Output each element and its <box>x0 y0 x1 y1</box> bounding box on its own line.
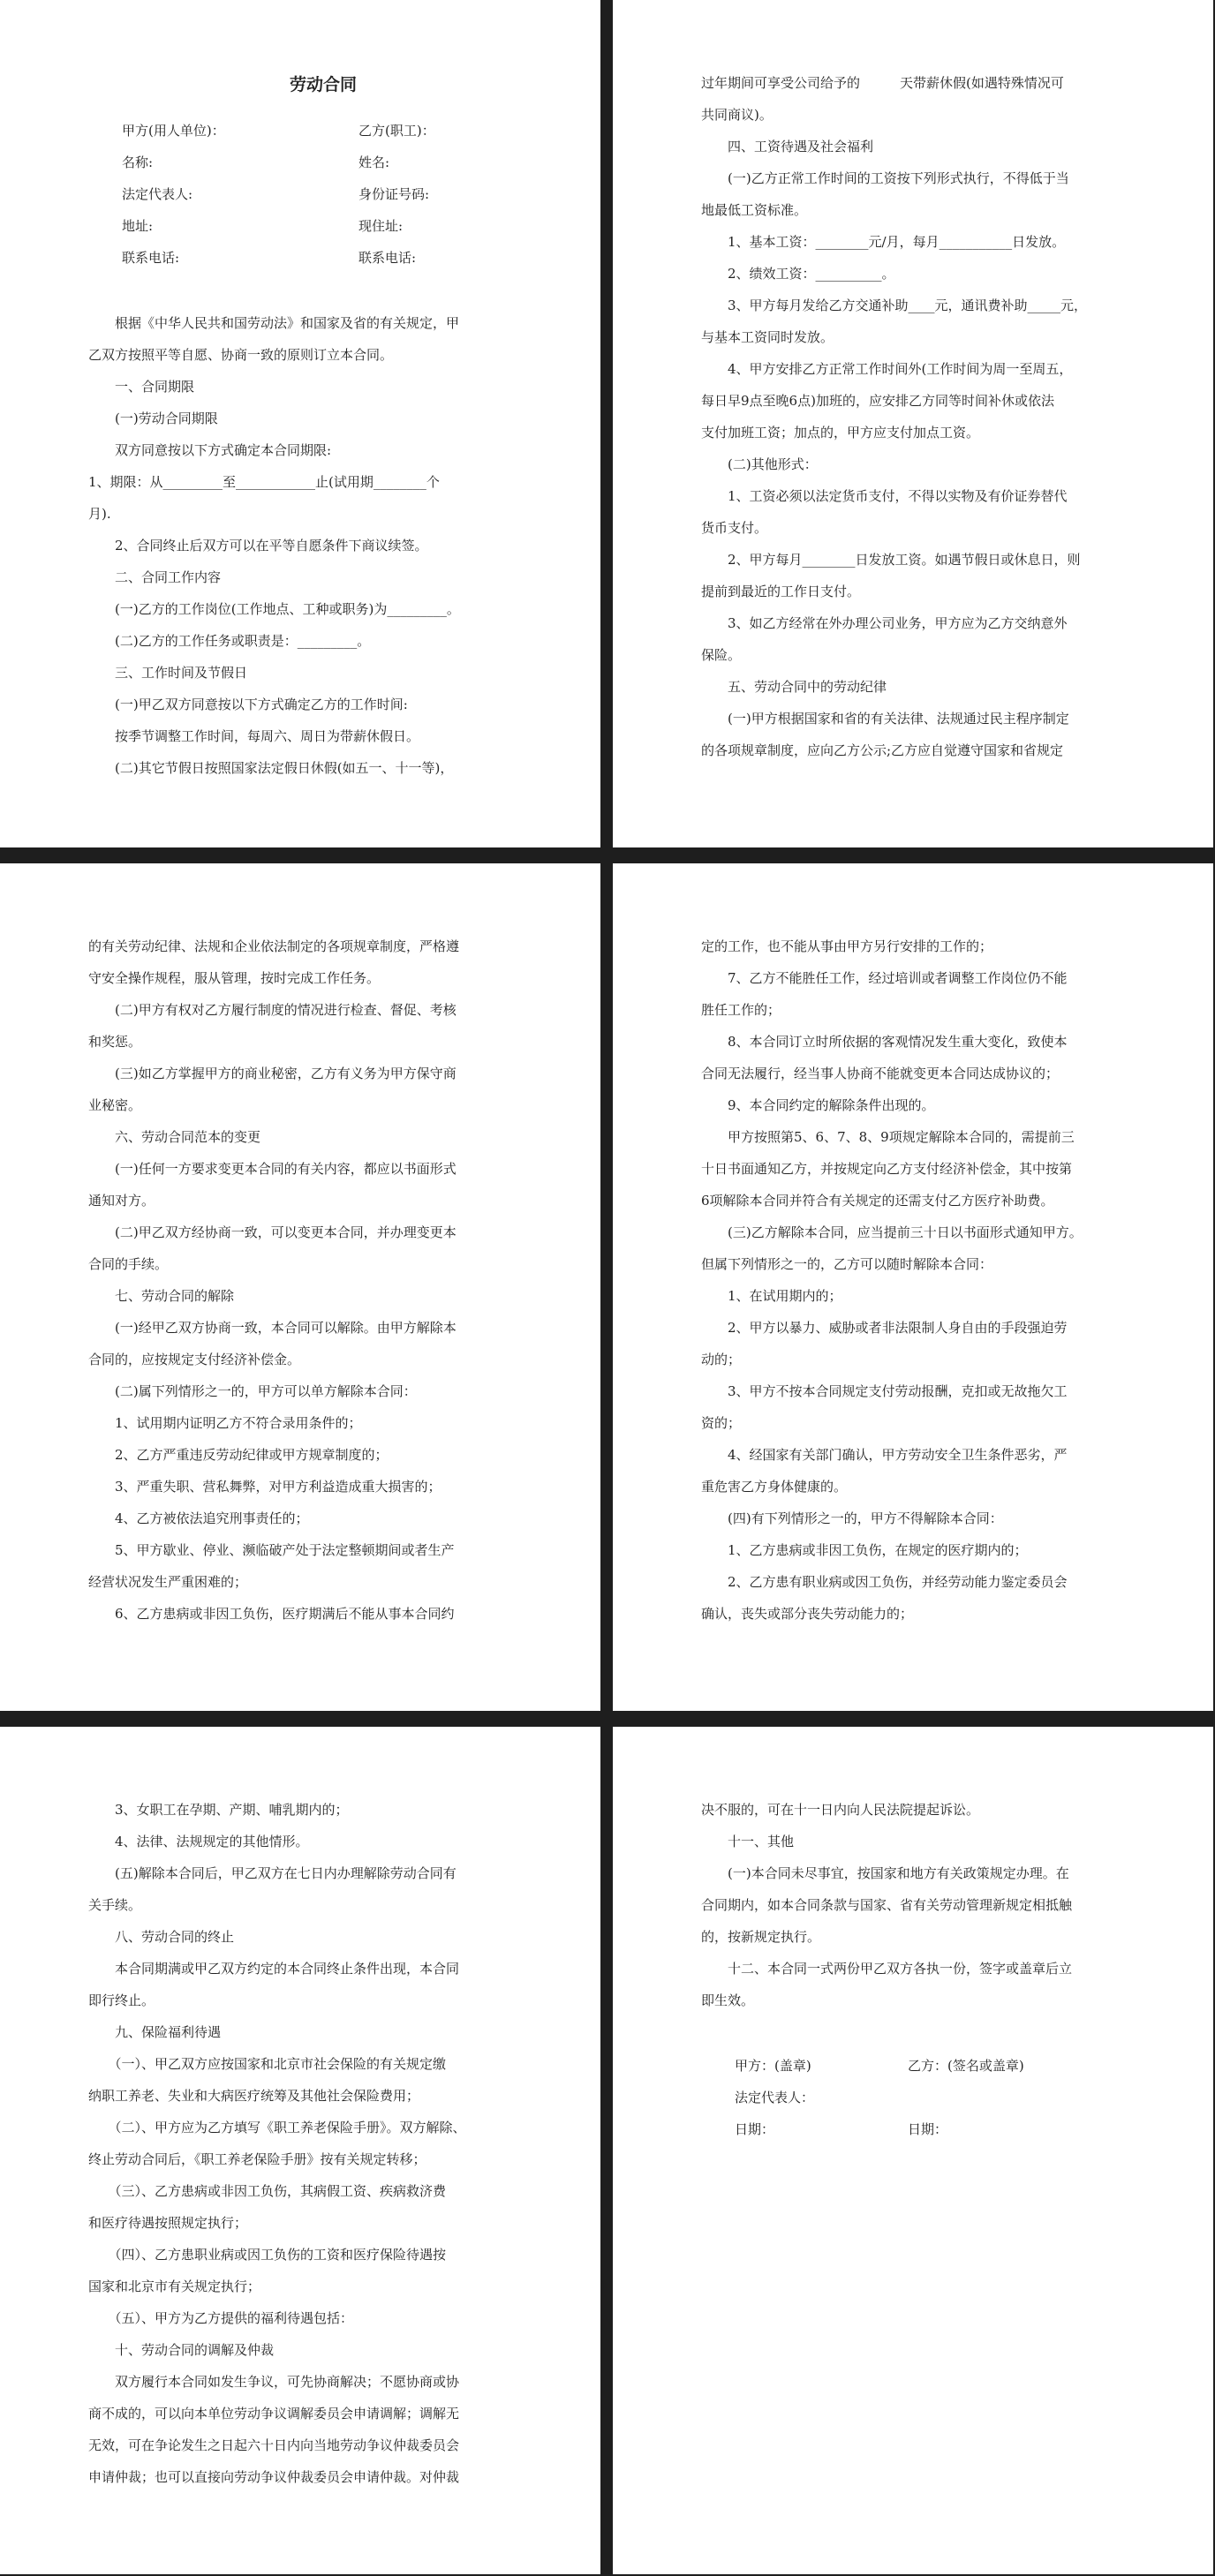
text-line: (三)如乙方掌握甲方的商业秘密，乙方有义务为甲方保守商 <box>88 1066 457 1081</box>
text-line: (一)乙方正常工作时间的工资按下列形式执行，不得低于当 <box>701 170 1069 186</box>
text-line: (一)劳动合同期限 <box>88 411 218 426</box>
party-b-address: 现住址: <box>358 218 404 234</box>
text-line: 支付加班工资；加点的，甲方应支付加点工资。 <box>701 425 980 441</box>
text-line: 即行终止。 <box>88 1992 155 2008</box>
page-5 <box>0 1727 600 2574</box>
party-b-date: 日期： <box>908 2121 948 2137</box>
text-line: 1、工资必须以法定货币支付，不得以实物及有价证券替代 <box>701 488 1068 504</box>
text-line: 5、甲方歇业、停业、濒临破产处于法定整顿期间或者生产 <box>88 1542 455 1558</box>
page-6 <box>613 1727 1213 2574</box>
party-a-date: 日期： <box>735 2121 775 2137</box>
text-line: 重危害乙方身体健康的。 <box>701 1479 848 1495</box>
text-line: (一)甲方根据国家和省的有关法律、法规通过民主程序制定 <box>701 711 1069 727</box>
section-heading: 六、劳动合同范本的变更 <box>88 1129 261 1145</box>
text-line: 乙双方按照平等自愿、协商一致的原则订立本合同。 <box>88 347 394 363</box>
text-line: 根据《中华人民共和国劳动法》和国家及省的有关规定，甲 <box>88 315 460 331</box>
text-line: 本合同期满或甲乙双方约定的本合同终止条件出现，本合同 <box>88 1961 460 1977</box>
text-line: 即生效。 <box>701 1992 755 2008</box>
text-line: 9、本合同约定的解除条件出现的。 <box>701 1097 935 1113</box>
text-line: 1、期限：从_________至____________止(试用期________个 <box>88 474 440 490</box>
text-line: (四)有下列情形之一的，甲方不得解除本合同： <box>701 1510 1003 1526</box>
signature-block <box>735 2050 1171 2145</box>
party-b-seal: 乙方：(签名或盖章) <box>908 2058 1024 2074</box>
text-line: 甲方按照第5、6、7、8、9项规定解除本合同的，需提前三 <box>701 1129 1075 1145</box>
text-line: 过年期间可享受公司给予的 天带薪休假(如遇特殊情况可 <box>701 75 1064 91</box>
text-line: (一)任何一方要求变更本合同的有关内容，都应以书面形式 <box>88 1161 457 1177</box>
text-line: (二)乙方的工作任务或职责是：_________。 <box>88 633 371 649</box>
text-line: 1、基本工资：________元/月，每月___________日发放。 <box>701 234 1066 250</box>
text-line: 与基本工资同时发放。 <box>701 329 834 345</box>
text-line: 3、甲方不按本合同规定支付劳动报酬，克扣或无故拖欠工 <box>701 1383 1068 1399</box>
text-line: 国家和北京市有关规定执行； <box>88 2278 261 2294</box>
text-line: 2、乙方严重违反劳动纪律或甲方规章制度的； <box>88 1447 389 1463</box>
text-line: (一)甲乙双方同意按以下方式确定乙方的工作时间: <box>88 697 408 712</box>
party-a-address: 地址: <box>122 218 154 234</box>
text-line: 6、乙方患病或非因工负伤，医疗期满后不能从事本合同约 <box>88 1606 455 1622</box>
text-line: 合同期内，如本合同条款与国家、省有关劳动管理新规定相抵触 <box>701 1897 1073 1913</box>
text-line: 申请仲裁；也可以直接向劳动争议仲裁委员会申请仲裁。对仲裁 <box>88 2469 460 2485</box>
page-4-body <box>701 930 1171 1630</box>
section-heading: 二、合同工作内容 <box>88 569 222 585</box>
party-a-name: 名称: <box>122 154 154 170</box>
text-line: 胜任工作的； <box>701 1002 781 1018</box>
text-line: 1、试用期内证明乙方不符合录用条件的； <box>88 1415 362 1431</box>
text-line: 3、严重失职、营私舞弊，对甲方利益造成重大损害的； <box>88 1479 441 1495</box>
text-line: (五)解除本合同后，甲乙双方在七日内办理解除劳动合同有 <box>88 1865 457 1881</box>
text-line: (三)乙方解除本合同，应当提前三十日以书面形式通知甲方。 <box>701 1224 1083 1240</box>
text-line: 守安全操作规程，服从管理，按时完成工作任务。 <box>88 970 381 986</box>
text-line: (一)经甲乙双方协商一致，本合同可以解除。由甲方解除本 <box>88 1320 457 1336</box>
text-line: （一）、甲乙双方应按国家和北京市社会保险的有关规定缴 <box>88 2056 447 2072</box>
text-line: 纳职工养老、失业和大病医疗统筹及其他社会保险费用； <box>88 2088 420 2104</box>
parties-block <box>122 115 558 274</box>
page-4 <box>613 863 1213 1711</box>
text-line: (一)本合同未尽事宜，按国家和地方有关政策规定办理。在 <box>701 1865 1069 1881</box>
party-b-legal-rep <box>908 2082 1137 2113</box>
text-line: 4、经国家有关部门确认，甲方劳动安全卫生条件恶劣，严 <box>701 1447 1068 1463</box>
party-b-name: 姓名: <box>358 154 390 170</box>
text-line: (二)甲方有权对乙方履行制度的情况进行检查、督促、考核 <box>88 1002 457 1018</box>
text-line: 4、法律、法规规定的其他情形。 <box>88 1834 309 1849</box>
text-line: 决不服的，可在十一日内向人民法院提起诉讼。 <box>701 1802 980 1818</box>
page-1-body <box>88 307 558 784</box>
text-line: (二)属下列情形之一的，甲方可以单方解除本合同： <box>88 1383 417 1399</box>
text-line: （二）、甲方应为乙方填写《职工养老保险手册》。双方解除、 <box>88 2120 466 2135</box>
text-line: 的各项规章制度，应向乙方公示;乙方应自觉遵守国家和省规定 <box>701 742 1064 758</box>
text-line: 提前到最近的工作日支付。 <box>701 584 861 599</box>
party-a-rep: 法定代表人: <box>122 186 193 202</box>
text-line: 8、本合同订立时所依据的客观情况发生重大变化，致使本 <box>701 1034 1068 1050</box>
party-a-label: 甲方(用人单位)： <box>122 123 225 139</box>
text-line: 合同的手续。 <box>88 1256 169 1272</box>
text-line: 终止劳动合同后，《职工养老保险手册》按有关规定转移； <box>88 2151 426 2167</box>
party-a-seal: 甲方：(盖章) <box>735 2058 811 2074</box>
text-line: 的，按新规定执行。 <box>701 1929 821 1945</box>
text-line: 业秘密。 <box>88 1097 142 1113</box>
text-line: 和医疗待遇按照规定执行； <box>88 2215 248 2231</box>
text-line: 商不成的，可以向本单位劳动争议调解委员会申请调解；调解无 <box>88 2406 460 2422</box>
section-heading: 十一、其他 <box>701 1834 795 1849</box>
party-a-phone: 联系电话: <box>122 250 180 266</box>
party-b-label: 乙方(职工)： <box>358 123 435 139</box>
text-line: 经营状况发生严重困难的； <box>88 1574 248 1590</box>
text-line: (二)甲乙双方经协商一致，可以变更本合同，并办理变更本 <box>88 1224 457 1240</box>
text-line: 1、乙方患病或非因工负伤，在规定的医疗期内的； <box>701 1542 1028 1558</box>
text-line: 4、乙方被依法追究刑事责任的； <box>88 1510 309 1526</box>
page-1 <box>0 0 600 847</box>
page-3 <box>0 863 600 1711</box>
text-line: 货币支付。 <box>701 520 768 536</box>
page-2-body <box>701 67 1171 766</box>
text-line: 双方履行本合同如发生争议，可先协商解决；不愿协商或协 <box>88 2374 460 2390</box>
page-2 <box>613 0 1213 847</box>
text-line: 2、甲方每月________日发放工资。如遇节假日或休息日，则 <box>701 552 1081 568</box>
text-line: 每日早9点至晚6点)加班的，应安排乙方同等时间补休或依法 <box>701 393 1054 409</box>
section-heading: 八、劳动合同的终止 <box>88 1929 235 1945</box>
text-line: 1、在试用期内的； <box>701 1288 842 1304</box>
text-line: （五）、甲方为乙方提供的福利待遇包括： <box>88 2310 354 2326</box>
text-line: 月). <box>88 506 111 522</box>
section-heading: 九、保险福利待遇 <box>88 2024 222 2040</box>
text-line: 动的； <box>701 1352 742 1367</box>
text-line: 通知对方。 <box>88 1193 155 1209</box>
text-line: 2、合同终止后双方可以在平等自愿条件下商议续签。 <box>88 538 428 554</box>
page-5-body <box>88 1794 558 2493</box>
text-line: 2、乙方患有职业病或因工负伤，并经劳动能力鉴定委员会 <box>701 1574 1068 1590</box>
section-heading: 一、合同期限 <box>88 379 195 395</box>
text-line: 和奖惩。 <box>88 1034 142 1050</box>
document-title: 劳动合同 <box>289 75 357 94</box>
text-line: （四）、乙方患职业病或因工负伤的工资和医疗保险待遇按 <box>88 2247 447 2263</box>
text-line: 共同商议)。 <box>701 107 773 123</box>
text-line: 7、乙方不能胜任工作，经过培训或者调整工作岗位仍不能 <box>701 970 1068 986</box>
text-line: 关手续。 <box>88 1897 142 1913</box>
text-line: 3、女职工在孕期、产期、哺乳期内的； <box>88 1802 349 1818</box>
text-line: 合同的，应按规定支付经济补偿金。 <box>88 1352 301 1367</box>
text-line: （三）、乙方患病或非因工负伤，其病假工资、疾病救济费 <box>88 2183 447 2199</box>
text-line: 十二、本合同一式两份甲乙双方各执一份，签字或盖章后立 <box>701 1961 1073 1977</box>
text-line: 地最低工资标准。 <box>701 202 808 218</box>
text-line: 但属下列情形之一的，乙方可以随时解除本合同： <box>701 1256 993 1272</box>
text-line: 双方同意按以下方式确定本合同期限: <box>88 442 332 458</box>
text-line: 2、甲方以暴力、威胁或者非法限制人身自由的手段强迫劳 <box>701 1320 1068 1336</box>
text-line: 合同无法履行，经当事人协商不能就变更本合同达成协议的； <box>701 1066 1060 1081</box>
text-line: 十日书面通知乙方，并按规定向乙方支付经济补偿金，其中按第 <box>701 1161 1073 1177</box>
party-a-legal-rep: 法定代表人： <box>735 2090 815 2105</box>
section-heading: 五、劳动合同中的劳动纪律 <box>701 679 887 695</box>
text-line: 无效，可在争论发生之日起六十日内向当地劳动争议仲裁委员会 <box>88 2437 460 2453</box>
text-line: 6项解除本合同并符合有关规定的还需支付乙方医疗补助费。 <box>701 1193 1054 1209</box>
text-line: (二)其他形式： <box>701 456 818 472</box>
party-b-phone: 联系电话: <box>358 250 417 266</box>
text-line: 按季节调整工作时间，每周六、周日为带薪休假日。 <box>88 728 420 744</box>
section-heading: 三、工作时间及节假日 <box>88 665 248 681</box>
text-line: 保险。 <box>701 647 742 663</box>
page-6-body <box>701 1794 1171 2016</box>
text-line: 3、如乙方经常在外办理公司业务，甲方应为乙方交纳意外 <box>701 615 1068 631</box>
text-line: 的有关劳动纪律、法规和企业依法制定的各项规章制度，严格遵 <box>88 938 460 954</box>
text-line: 资的； <box>701 1415 742 1431</box>
section-heading: 七、劳动合同的解除 <box>88 1288 235 1304</box>
text-line: 2、绩效工资：__________。 <box>701 266 895 282</box>
page-3-body <box>88 930 558 1630</box>
text-line: 确认，丧失或部分丧失劳动能力的； <box>701 1606 914 1622</box>
text-line: (一)乙方的工作岗位(工作地点、工种或职务)为_________。 <box>88 601 460 617</box>
text-line: (二)其它节假日按照国家法定假日休假(如五一、十一等)， <box>88 760 454 776</box>
section-heading: 四、工资待遇及社会福利 <box>701 139 874 154</box>
text-line: 4、甲方安排乙方正常工作时间外(工作时间为周一至周五， <box>701 361 1073 377</box>
text-line: 定的工作，也不能从事由甲方另行安排的工作的； <box>701 938 993 954</box>
text-line: 3、甲方每月发给乙方交通补助____元，通讯费补助_____元， <box>701 298 1088 313</box>
section-heading: 十、劳动合同的调解及仲裁 <box>88 2342 275 2358</box>
party-b-id: 身份证号码: <box>358 186 430 202</box>
